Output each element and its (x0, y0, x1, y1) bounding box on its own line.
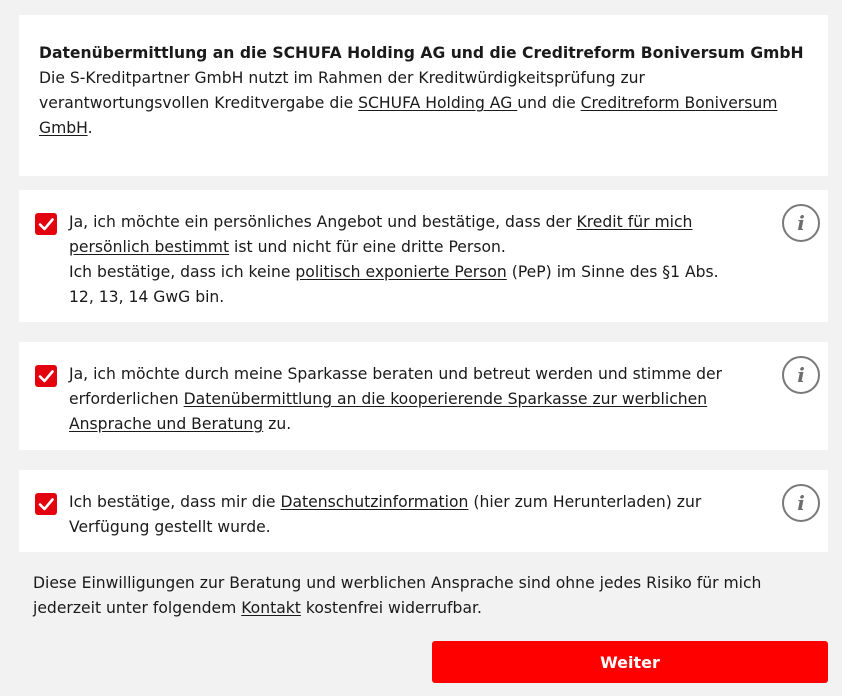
revocation-note-text-after: kostenfrei widerrufbar. (300, 599, 482, 617)
schufa-info-title: Datenübermittlung an die SCHUFA Holding AG und die Creditreform Boniversum GmbH (39, 44, 804, 62)
checkmark-icon (35, 213, 57, 235)
revocation-note-text-before: Diese Einwilligungen zur Beratung und werblichen Ansprache sind ohne jedes Risiko für mich jederzeit unter folgendem (33, 574, 762, 617)
consent-personal-offer-text (69, 210, 748, 310)
schufa-info-text-middle: und die (517, 94, 581, 112)
datenschutzinformation-link[interactable]: Datenschutzinformation (280, 493, 469, 511)
consent-sparkasse-advice-text (69, 362, 748, 437)
consent-3-text-1: Ich bestätige, dass mir die (69, 493, 281, 511)
schufa-info-text-before: Die S-Kreditpartner GmbH nutzt im Rahmen der Kreditwürdigkeitsprüfung zur verantwortungsvollen Kreditvergabe die (39, 69, 645, 112)
creditreform-boniversum-link[interactable]: Creditreform Boniversum GmbH (39, 94, 778, 137)
consent-1-text-4: (PeP) im Sinne des §1 Abs. 12, 13, 14 GwG bin. (69, 263, 719, 306)
schufa-info-text (39, 69, 777, 137)
consent-2-text-2: zu. (263, 415, 292, 433)
consent-1-text-3: Ich bestätige, dass ich keine (69, 263, 296, 281)
consent-privacy-info (19, 470, 828, 552)
checkmark-icon (35, 493, 57, 515)
kredit-persoenlich-link[interactable]: Kredit für mich persönlich bestimmt (69, 213, 693, 256)
info-icon[interactable]: i (782, 204, 820, 242)
consent-1-text-1: Ja, ich möchte ein persönliches Angebot und bestätige, dass der (69, 213, 577, 231)
consent-privacy-info-checkbox[interactable] (35, 493, 57, 515)
consent-privacy-info-text (69, 490, 748, 540)
politisch-exponierte-person-link[interactable]: politisch exponierte Person (295, 263, 507, 281)
consent-sparkasse-advice-checkbox[interactable] (35, 365, 57, 387)
schufa-holding-link[interactable]: SCHUFA Holding AG (358, 94, 518, 112)
consent-personal-offer (19, 190, 828, 322)
weiter-button[interactable]: Weiter (432, 641, 828, 683)
revocation-note (33, 571, 813, 621)
info-icon[interactable]: i (782, 484, 820, 522)
consent-sparkasse-advice (19, 342, 828, 450)
consent-personal-offer-checkbox[interactable] (35, 213, 57, 235)
consent-1-text-2: ist und nicht für eine dritte Person. (229, 238, 506, 256)
info-icon[interactable]: i (782, 356, 820, 394)
schufa-info-text-after: . (87, 119, 93, 137)
schufa-info-card (19, 15, 828, 176)
checkmark-icon (35, 365, 57, 387)
datenuebermittlung-sparkasse-link[interactable]: Datenübermittlung an die kooperierende Sparkasse zur werblichen Ansprache und Beratung (69, 390, 708, 433)
kontakt-link[interactable]: Kontakt (241, 599, 301, 617)
consent-3-text-2: (hier zum Herunterladen) zur Verfügung gestellt wurde. (69, 493, 702, 536)
consent-2-text-1: Ja, ich möchte durch meine Sparkasse beraten und betreut werden und stimme der erforderlichen (69, 365, 723, 408)
